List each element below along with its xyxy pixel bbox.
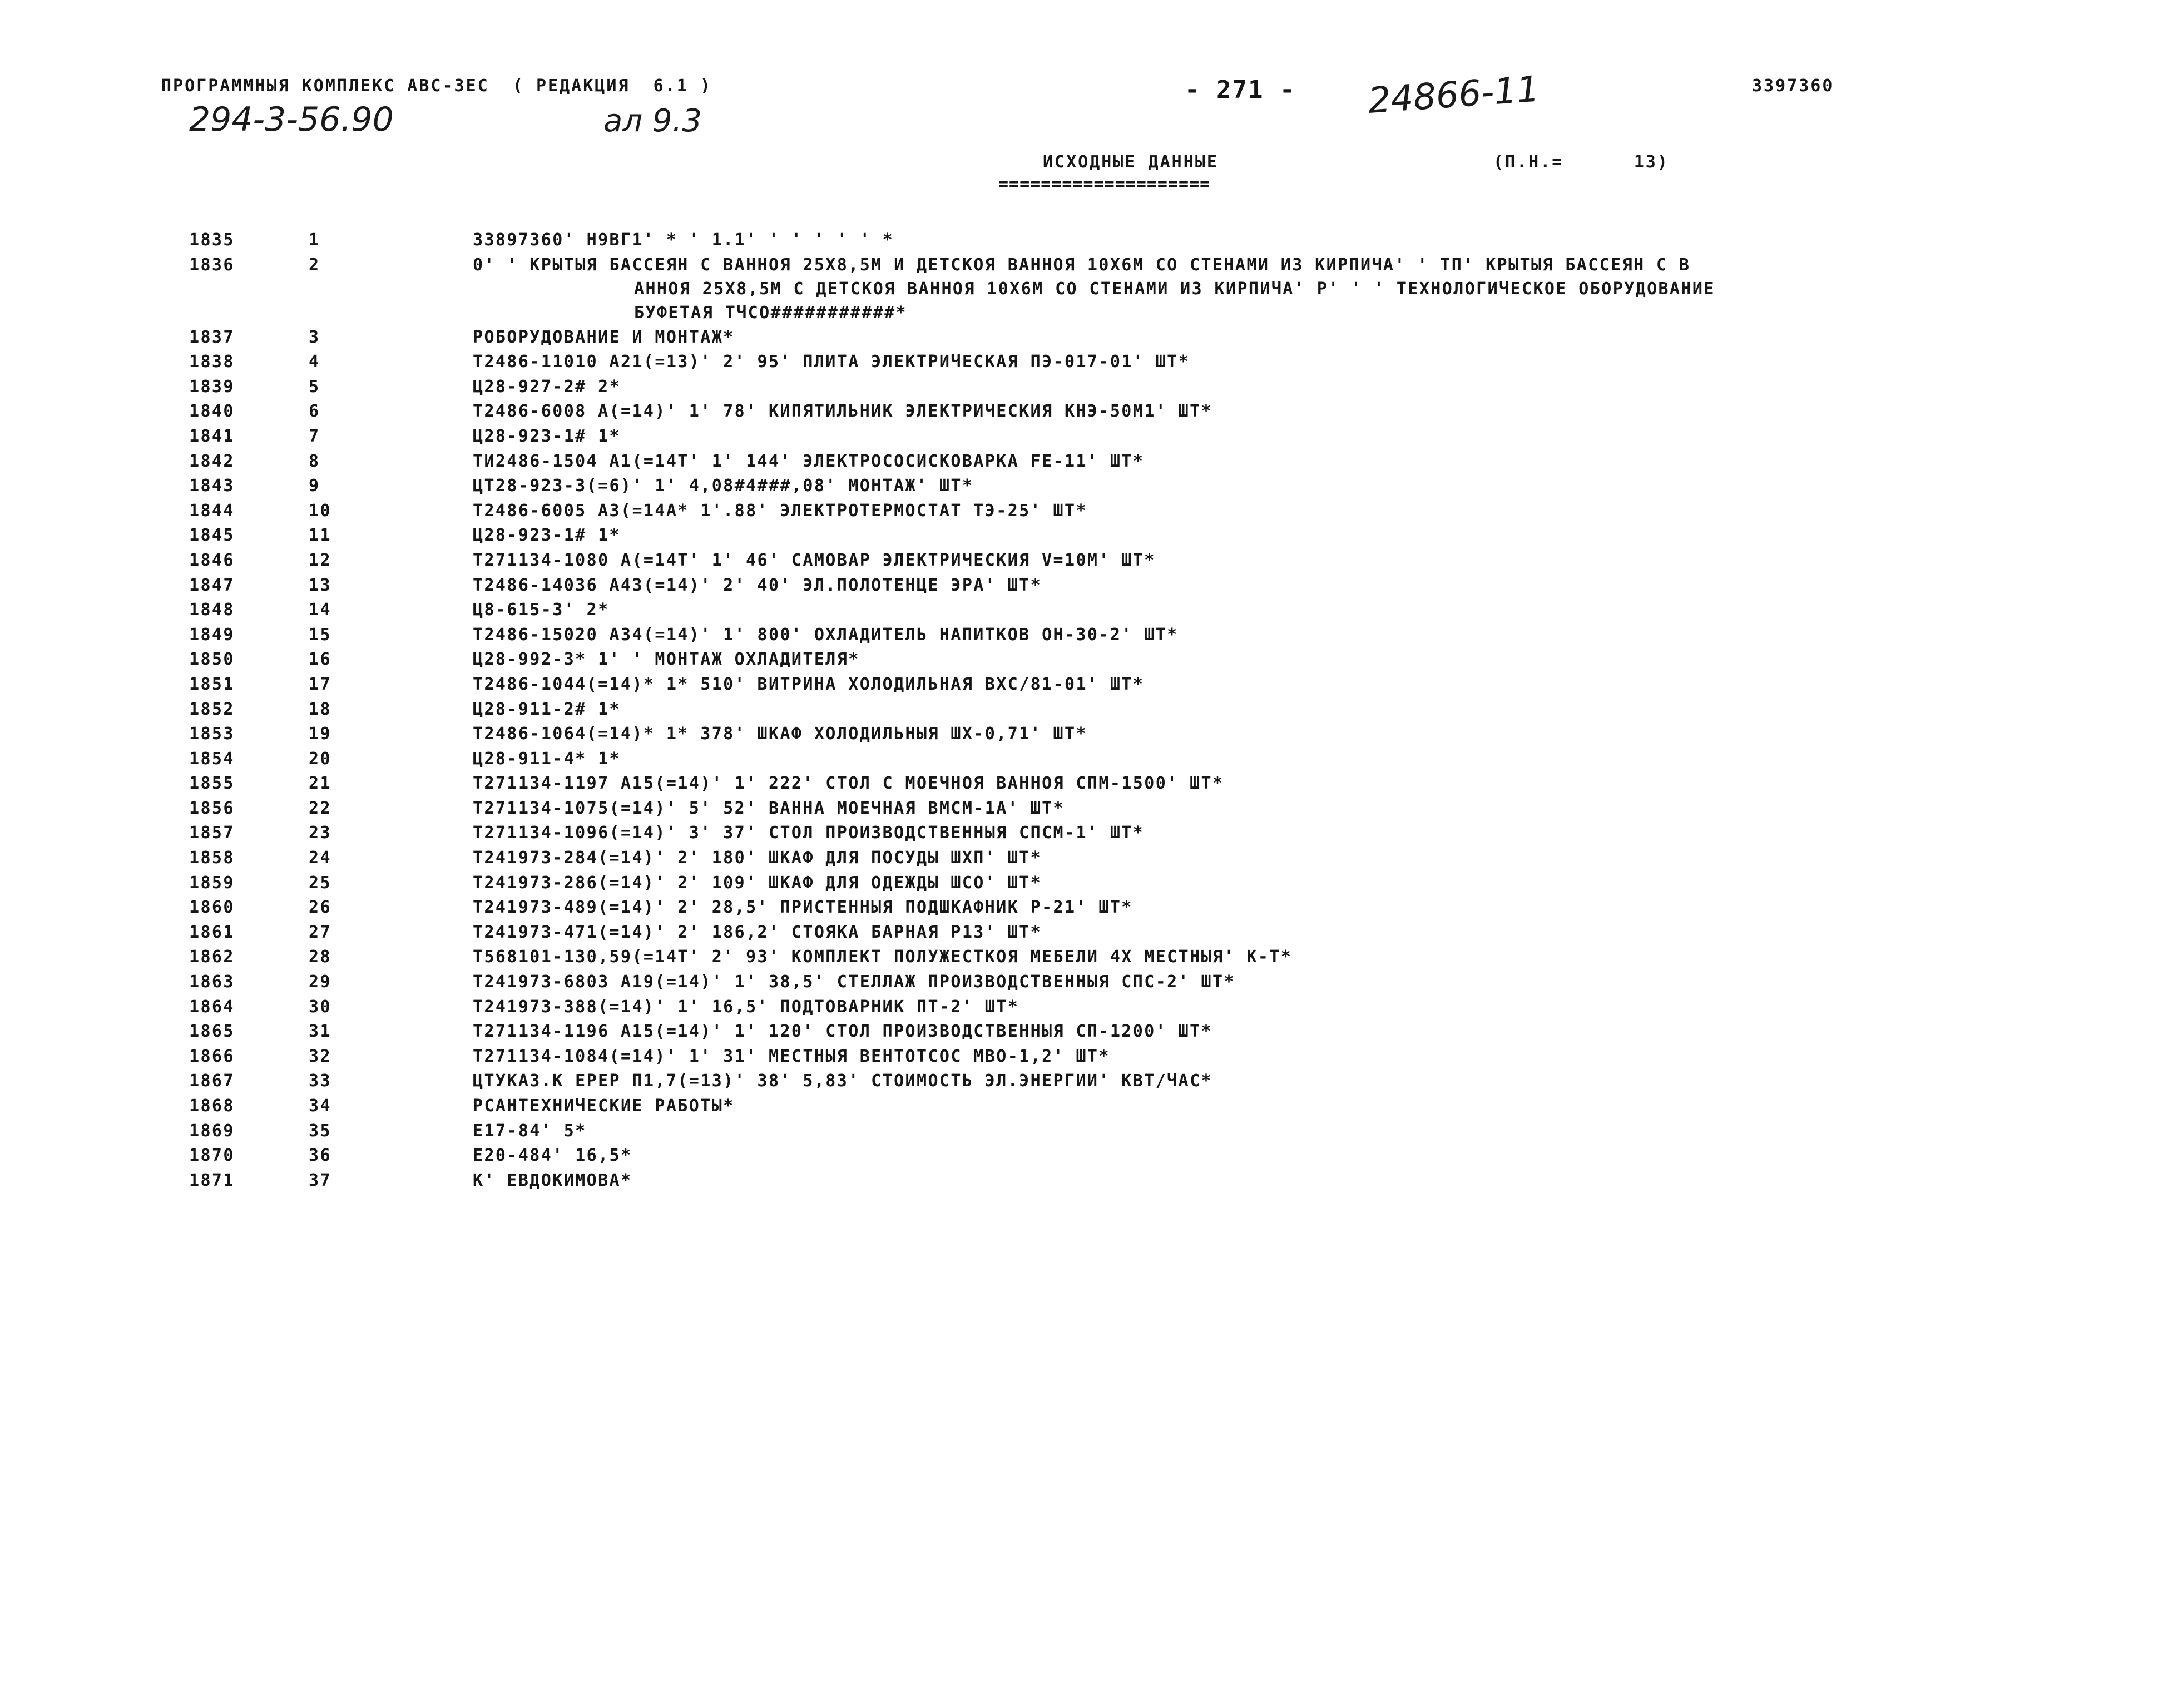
record-text: Т2486-14036 А43(=14)' 2' 40' ЭЛ.ПОЛОТЕНЦЕ ЭРА' ШТ* (473, 575, 1042, 595)
line-number: 26 (309, 898, 331, 918)
listing-row (0, 598, 2168, 623)
listing-row (0, 424, 2168, 449)
record-text: Т2486-1044(=14)* 1* 510' ВИТРИНА ХОЛОДИЛЬНАЯ ВХС/81-01' ШТ* (473, 674, 1145, 694)
line-number: 23 (309, 823, 331, 843)
listing-row (0, 1119, 2168, 1144)
listing-row (0, 945, 2168, 970)
line-number: 31 (309, 1022, 331, 1042)
listing-row (0, 449, 2168, 474)
line-number: 19 (309, 724, 331, 744)
card-number: 1858 (189, 848, 235, 868)
card-number: 1866 (189, 1046, 235, 1066)
card-number: 1835 (189, 230, 235, 250)
line-number: 11 (309, 526, 331, 546)
listing-row (0, 548, 2168, 573)
line-number: 21 (309, 774, 331, 794)
record-text-continuation: БУФЕТАЯ ТЧСО###########* (634, 303, 908, 323)
record-text: К' ЕВДОКИМОВА* (473, 1170, 632, 1190)
line-number: 7 (309, 426, 320, 446)
card-number: 1839 (189, 377, 235, 397)
handwritten-project-number: 294-3-56.90 (189, 100, 394, 139)
record-text: Т2486-6005 А3(=14А* 1'.88' ЭЛЕКТРОТЕРМОСТАТ ТЭ-25' ШТ* (473, 501, 1087, 521)
card-number: 1844 (189, 501, 235, 521)
record-text: Т2486-11010 А21(=13)' 2' 95' ПЛИТА ЭЛЕКТРИЧЕСКАЯ ПЭ-017-01' ШТ* (473, 352, 1190, 372)
listing-row (0, 1169, 2168, 1194)
record-text: Т271134-1080 А(=14Т' 1' 46' САМОВАР ЭЛЕКТРИЧЕСКИЯ V=10М' ШТ* (473, 550, 1156, 570)
card-number: 1867 (189, 1071, 235, 1091)
listing-row (0, 253, 2168, 325)
card-number: 1857 (189, 823, 235, 843)
card-number: 1849 (189, 625, 235, 645)
card-number: 1841 (189, 426, 235, 446)
line-number: 2 (309, 255, 320, 275)
program-header: ПРОГРАММНЫЯ КОМПЛЕКС АВС-3ЕС ( РЕДАКЦИЯ 6.1 ) (161, 76, 712, 96)
card-number: 1850 (189, 650, 235, 670)
card-number: 1868 (189, 1096, 235, 1116)
card-number: 1836 (189, 255, 235, 275)
listing-row (0, 722, 2168, 747)
line-number: 9 (309, 476, 320, 496)
card-number: 1846 (189, 550, 235, 570)
line-number: 1 (309, 230, 320, 250)
listing-row (0, 747, 2168, 772)
line-number: 34 (309, 1096, 331, 1116)
line-number: 17 (309, 674, 331, 694)
listing-row (0, 474, 2168, 499)
line-number: 12 (309, 550, 331, 570)
record-text: Т241973-6803 А19(=14)' 1' 38,5' СТЕЛЛАЖ ПРОИЗВОДСТВЕННЫЯ СПС-2' ШТ* (473, 972, 1235, 992)
record-text: Ц28-911-2# 1* (473, 699, 621, 719)
listing-row (0, 325, 2168, 350)
line-number: 16 (309, 650, 331, 670)
listing-row (0, 1019, 2168, 1044)
listing-row (0, 871, 2168, 896)
listing-row (0, 1143, 2168, 1169)
listing-row (0, 499, 2168, 524)
card-number: 1854 (189, 749, 235, 769)
line-number: 25 (309, 873, 331, 893)
listing-row (0, 846, 2168, 871)
card-number: 1860 (189, 898, 235, 918)
record-text: Ц28-923-1# 1* (473, 526, 621, 546)
line-number: 3 (309, 327, 320, 347)
record-text: РСАНТЕХНИЧЕСКИЕ РАБОТЫ* (473, 1096, 735, 1116)
card-number: 1852 (189, 699, 235, 719)
line-number: 15 (309, 625, 331, 645)
listing-row (0, 771, 2168, 796)
record-text: Т271134-1084(=14)' 1' 31' МЕСТНЫЯ ВЕНТОТСОС МВО-1,2' ШТ* (473, 1046, 1110, 1066)
line-number: 35 (309, 1121, 331, 1141)
record-text: Ц28-992-3* 1' ' МОНТАЖ ОХЛАДИТЕЛЯ* (473, 650, 860, 670)
record-text: Ц8-615-3' 2* (473, 600, 610, 620)
listing-row (0, 1044, 2168, 1070)
record-text: Е17-84' 5* (473, 1121, 587, 1141)
card-number: 1843 (189, 476, 235, 496)
record-text: Т241973-489(=14)' 2' 28,5' ПРИСТЕННЫЯ ПОДШКАФНИК Р-21' ШТ* (473, 898, 1133, 918)
record-text: Т2486-1064(=14)* 1* 378' ШКАФ ХОЛОДИЛЬНЫЯ ШХ-0,71' ШТ* (473, 724, 1087, 744)
line-number: 18 (309, 699, 331, 719)
card-number: 1837 (189, 327, 235, 347)
record-text: 0' ' КРЫТЫЯ БАССЕЯН С ВАННОЯ 25Х8,5М И ДЕТСКОЯ ВАННОЯ 10Х6М СО СТЕНАМИ ИЗ КИРПИЧА' ' ТП' КРЫТЫЯ БАССЕЯН С В (473, 255, 1691, 275)
line-number: 24 (309, 848, 331, 868)
listing-row (0, 399, 2168, 424)
line-number: 20 (309, 749, 331, 769)
record-text: ЦТУКАЗ.К ЕРЕР П1,7(=13)' 38' 5,83' СТОИМОСТЬ ЭЛ.ЭНЕРГИИ' КВТ/ЧАС* (473, 1071, 1212, 1091)
card-number: 1838 (189, 352, 235, 372)
listing-row (0, 970, 2168, 995)
record-text: Т241973-388(=14)' 1' 16,5' ПОДТОВАРНИК ПТ-2' ШТ* (473, 997, 1019, 1017)
card-number: 1871 (189, 1170, 235, 1190)
record-text-block (473, 253, 2130, 325)
listing-row (0, 350, 2168, 375)
listing-row (0, 523, 2168, 548)
record-text: Т271134-1197 А15(=14)' 1' 222' СТОЛ С МОЕЧНОЯ ВАННОЯ СПМ-1500' ШТ* (473, 774, 1224, 794)
record-text: РОБОРУДОВАНИЕ И МОНТАЖ* (473, 327, 735, 347)
handwritten-album: ал 9.3 (603, 103, 702, 139)
title-underline: ==================== (998, 175, 1211, 194)
listing-row (0, 995, 2168, 1020)
line-number: 4 (309, 352, 320, 372)
listing-row (0, 796, 2168, 821)
line-number: 32 (309, 1046, 331, 1066)
listing-row (0, 573, 2168, 598)
listing-row (0, 647, 2168, 672)
record-text: Т271134-1196 А15(=14)' 1' 120' СТОЛ ПРОИЗВОДСТВЕННЫЯ СП-1200' ШТ* (473, 1022, 1212, 1042)
record-text: ЦТ28-923-3(=6)' 1' 4,08#4###,08' МОНТАЖ' ШТ* (473, 476, 974, 496)
record-text: Т241973-284(=14)' 2' 180' ШКАФ ДЛЯ ПОСУДЫ ШХП' ШТ* (473, 848, 1042, 868)
card-number: 1865 (189, 1022, 235, 1042)
record-text: Т568101-130,59(=14Т' 2' 93' КОМПЛЕКТ ПОЛУЖЕСТКОЯ МЕБЕЛИ 4Х МЕСТНЫЯ' К-Т* (473, 947, 1293, 967)
line-number: 27 (309, 922, 331, 942)
record-text: Т241973-471(=14)' 2' 186,2' СТОЯКА БАРНАЯ Р13' ШТ* (473, 922, 1042, 942)
line-number: 36 (309, 1146, 331, 1166)
listing-row (0, 895, 2168, 920)
card-number: 1861 (189, 922, 235, 942)
listing-row (0, 920, 2168, 945)
line-number: 29 (309, 972, 331, 992)
card-number: 1847 (189, 575, 235, 595)
card-number: 1845 (189, 526, 235, 546)
record-text: Т241973-286(=14)' 2' 109' ШКАФ ДЛЯ ОДЕЖДЫ ШСО' ШТ* (473, 873, 1042, 893)
card-number: 1859 (189, 873, 235, 893)
listing-row (0, 1094, 2168, 1119)
card-number: 1855 (189, 774, 235, 794)
record-text: 33897360' Н9ВГ1' * ' 1.1' ' ' ' ' ' * (473, 230, 894, 250)
listing-row (0, 623, 2168, 648)
line-number: 22 (309, 798, 331, 818)
card-number: 1856 (189, 798, 235, 818)
document-code: 3397360 (1752, 76, 1834, 96)
card-number: 1842 (189, 451, 235, 471)
card-number: 1870 (189, 1146, 235, 1166)
line-number: 33 (309, 1071, 331, 1091)
card-number: 1853 (189, 724, 235, 744)
line-number: 8 (309, 451, 320, 471)
line-number: 28 (309, 947, 331, 967)
record-text: Т271134-1075(=14)' 5' 52' ВАННА МОЕЧНАЯ ВМСМ-1А' ШТ* (473, 798, 1065, 818)
card-number: 1863 (189, 972, 235, 992)
record-text: Е20-484' 16,5* (473, 1146, 632, 1166)
pn-indicator: (П.Н.= 13) (1493, 152, 1669, 172)
record-text: Ц28-911-4* 1* (473, 749, 621, 769)
listing-row (0, 697, 2168, 722)
input-data-listing (0, 228, 2168, 1193)
card-number: 1848 (189, 600, 235, 620)
line-number: 10 (309, 501, 331, 521)
record-text: Т2486-6008 А(=14)' 1' 78' КИПЯТИЛЬНИК ЭЛЕКТРИЧЕСКИЯ КНЭ-50М1' ШТ* (473, 402, 1212, 422)
listing-row (0, 228, 2168, 253)
listing-row (0, 375, 2168, 400)
line-number: 37 (309, 1170, 331, 1190)
record-text: ТИ2486-1504 А1(=14Т' 1' 144' ЭЛЕКТРОСОСИСКОВАРКА FE-11' ШТ* (473, 451, 1145, 471)
listing-row (0, 821, 2168, 846)
record-text-continuation: АННОЯ 25Х8,5М С ДЕТСКОЯ ВАННОЯ 10Х6М СО СТЕНАМИ ИЗ КИРПИЧА' Р' ' ' ТЕХНОЛОГИЧЕСКОЕ ОБОРУДОВАНИЕ (634, 279, 1715, 299)
line-number: 13 (309, 575, 331, 595)
section-title: ИСХОДНЫЕ ДАННЫЕ (1043, 152, 1219, 172)
card-number: 1869 (189, 1121, 235, 1141)
record-text: Ц28-927-2# 2* (473, 377, 621, 397)
line-number: 30 (309, 997, 331, 1017)
line-number: 6 (309, 402, 320, 422)
page-number: - 271 - (1185, 76, 1296, 104)
card-number: 1851 (189, 674, 235, 694)
card-number: 1862 (189, 947, 235, 967)
card-number: 1864 (189, 997, 235, 1017)
line-number: 14 (309, 600, 331, 620)
record-text: Ц28-923-1# 1* (473, 426, 621, 446)
card-number: 1840 (189, 402, 235, 422)
listing-row (0, 672, 2168, 697)
line-number: 5 (309, 377, 320, 397)
record-text: Т2486-15020 А34(=14)' 1' 800' ОХЛАДИТЕЛЬ НАПИТКОВ ОН-30-2' ШТ* (473, 625, 1179, 645)
listing-row (0, 1069, 2168, 1094)
handwritten-document-number: 24866-11 (1367, 68, 1541, 122)
record-text: Т271134-1096(=14)' 3' 37' СТОЛ ПРОИЗВОДСТВЕННЫЯ СПСМ-1' ШТ* (473, 823, 1145, 843)
